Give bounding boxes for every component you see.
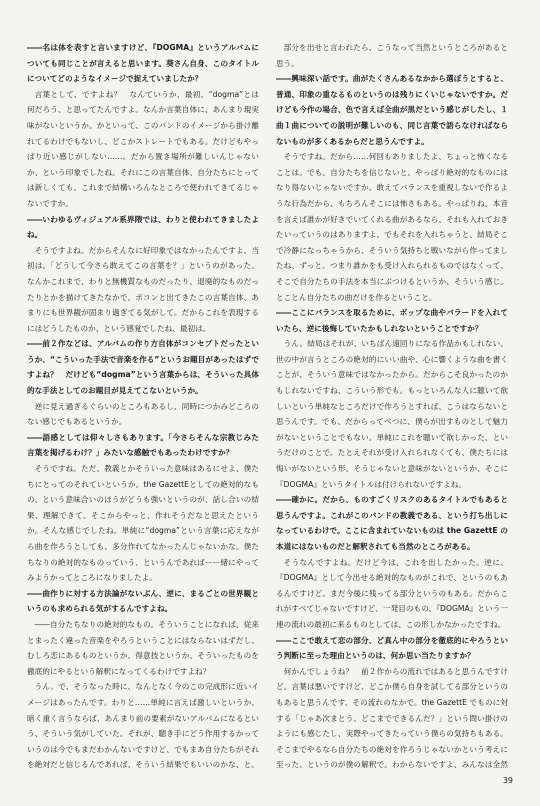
text-column-right	[276, 40, 508, 770]
interview-answer: 何かんでしょうね？ 前２作からの流れではあると思うんですけど。言葉は悪いですけど、どこか僕ら自身を試してる部分というのもあると思うんです、その流れのなかで。the GazettE でものに対する「じゃあ次まとう、どこまでできるんだ？」という問い掛けのようにも感じたし、実際やってきたっていう僕らの気持ちもある。そこまでやるなら自分たちの絶対を作ろうじゃないかという考えに至った、というのが僕の解釈で。わからないですよ、みんなは全然	[276, 666, 508, 770]
interview-answer: うん。結局はそれが、いちばん遠回りになる作品かもしれない。世の中が言うところの絶対的にいい曲や、心に響くような曲を書くことが、そういう意味ではなかったから。だからこそ良かったのかもしれないですね、こういう形でも。もっといろんな人に聴いて欲しいという単純なところだけで作ろうとすれば、こうはならないと思うんです。でも、だからってべつに、僕らが出すものとして魅力がないということでもない。単純にこれを聴いて欲しかった、というだけのことで。たとえそれが受け入れられなくても、僕たちには悔いがないという形。そうじゃないと意味がないというか、そこに『DOGMA』というタイトルは付けられないですよね。	[276, 339, 508, 489]
page-number: 39	[502, 776, 513, 785]
interview-question: ――確かに。だから、ものすごくリスクのあるタイトルでもあると思うんですよ。これがこのバンドの教義である、という打ち出しになっているわけで。ここに含まれていないものは the GazettE の本道にはないものだと解釈されても当然のところがある。	[276, 495, 508, 551]
interview-answer: うん。で、そうなった時に、なんとなく今のこの完成形に近いイメージはあったんです。わりと……単純に言えば激しいというか、暗く重く言うならば、あんまり前の要素がないアルバムになるという、そういう気がしていた。それが、聴き手にどう作用するかっていうのは今でもまだわかんないですけど、でもまあ自分たちがそれを絶対だと信じるんであれば、そういう結果でもいいのかな、と。	[27, 682, 259, 770]
interview-question: ――ここで敢えて恋の部分、ど真ん中の部分を徹底的にやろうという判断に至った理由というのは、何か思い当たりますか？	[276, 635, 508, 661]
interview-answer: そうですね。ただ、教義とかそういった意味はあるにせよ、僕たちにとってのそれていというか。the GazettEとしての絶対的なもの、という意味合いのほうがどうも強いというのが、話し合いの結果、理解できて。そこからやっと、作れそうだなと思えたというか。そんな感じでしたね。単純に“dogma”という言葉に応えながら曲を作ろうとしても、多分作れてなかったんじゃないかな。僕たちなりの絶対的なものっていう、というんであればーー緒にやってみようかってところになりましたよ。	[27, 464, 259, 583]
interview-question: ――語感としては仰々しさもあります。「今さらそんな宗教じみた言葉を掲げるわけ？」みたいな感触でもあったわけですか？	[27, 432, 259, 458]
interview-question: ――いわゆるヴィジュアル系界隈では、わりと使われてきましたよね。	[27, 214, 259, 240]
interview-question: ――興味深い話です。曲がたくさんあるなかから選ぼうとすると、普通、印象の重なるものというのは残りにくいじゃないですか。だけども今作の場合、色で言えば全曲が黒だという感じがしたし、１曲１曲についての説明が難しいのも、同じ言葉で語らなければならないものが多くあるからだと思うんですよ。	[276, 74, 508, 146]
interview-answer: 言葉として、ですよね？ なんていうか、最初、“dogma”とは何だろう、と思ってたんですよ。なんか言葉自体に、あんまり現実味がないというか。かといって、このバンドのイメージから掛け離れてるわけでもないし、どこかストレートでもある。だけどもやっぱり近い感じがしない……。だから置き場所が難しいんじゃないか、という印象でしたね。それにこの言葉自体、自分たちにとっては新しくても、これまで結構いろんなところで使われてきてるじゃないですか。	[27, 89, 259, 208]
interview-answer: 部分を出せと言われたら、こうなって当然というところがあると思う。	[276, 43, 508, 68]
text-column-left	[27, 40, 259, 770]
interview-answer: そうですよね。だからそんなに好印象ではなかったんですよ、当初は。「どうして今さら敢えてこの言葉を？」というのがあった。なんかこれまで、わりと無機質なものだったり、退廃的なものだったりとかを描けてきたなかで、ポコンと出てきたこの言葉自体、あまりにも世界観が固まり過ぎてる気がして。だからこれを表現するにはどうしたものか、という感覚でしたね、最初は。	[27, 245, 259, 333]
interview-question: ――曲作りに対する方法論がないぶん、逆に、まるごとの世界観というのも求められる気がするんですよね。	[27, 588, 259, 614]
interview-question: ――名は体を表すと言いますけど、『DOGMA』というアルバムについても同じことが言えると思います。葵さん自身、このタイトルについてどのようなイメージで捉えていましたか？	[27, 43, 259, 84]
interview-answer: ――自分たちなりの絶対的なもの。そういうことになれば、従来とまったく違った音楽をやろうということにはならないはずだし、むしろ恋にあるものというか、得意技というか、そういったものを徹底的にやるという解釈になってくるわけですよね？	[27, 619, 259, 676]
interview-question: ――前２作などは、アルバムの作り方自体がコンセプトだったというか、“こういった手法で音楽を作る”というお題目があったはずですよね？ だけども“dogma”という言葉からは、そういった具体的な手法としてのお題目が見えてこないというか。	[27, 339, 259, 396]
interview-answer: 逆に見え過ぎるぐらいのところもあるし、同時につかみどころのない感じでもあるというか。	[27, 401, 259, 427]
interview-question: ――ここにバランスを取るために、ポップな曲やバラードを入れていたら、逆に後悔していたかもしれないということですか？	[276, 308, 508, 333]
interview-answer: そうなんですよね。だけど今は、これを出したかった。逆に、『DOGMA』として今出せる絶対的なものがこれで、というのもあるんですけど。まだ今後に残ってる部分というのもある。だからこれがすべてじゃないですけど、一発目のもの、『DOGMA』という一連の流れの最初に来るものとしては、この形しかなかったですね。	[276, 557, 508, 629]
interview-answer: そうですね。だから……何回もありましたよ、ちょっと怖くなることは。でも、自分たちを信じないと、やっぱり絶対的なものにはなり得ないじゃないですか。敢えてバランスを重視しないで作るような行為だから、もちろんそこには怖さもある。やっぱりね、本音を言えば誰かが好きでいてくれる曲があるなら、それも入れておきたいっていうのはありますよ。でもそれを入れちゃうと、結局そこで冷静になっちゃうから、そういう気持ちと戦いながら作ってましたね、ずっと。つまり誰かをも受け入れられるものではなくって、そこで自分たちの手法を本当にぶつけるというか、そういう感じ。とことん自分たちの曲だけを作るということ。	[276, 152, 508, 302]
